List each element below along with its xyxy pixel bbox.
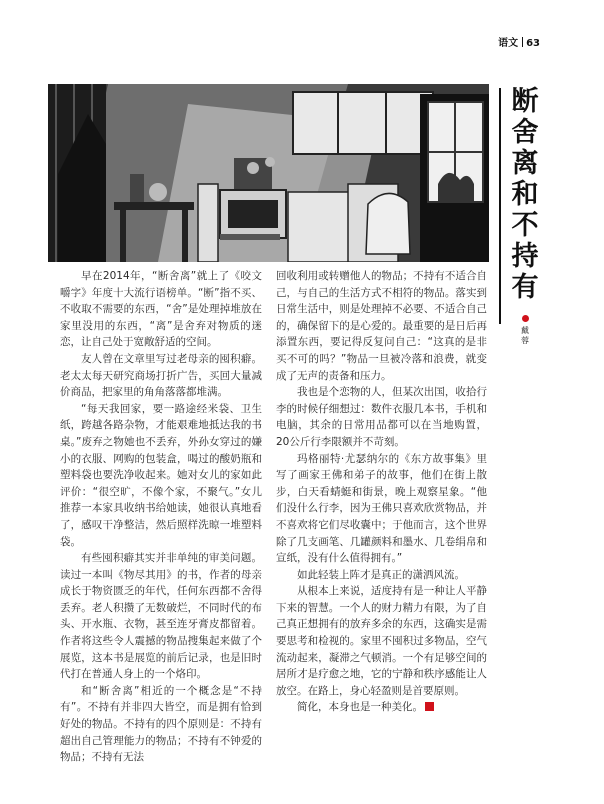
closing-text: 简化，本身也是一种美化。 bbox=[297, 701, 423, 714]
paragraph: 和“断舍离”相近的一个概念是“不持有”。不持有并非四大皆空，而是拥有恰到好处的物品。不持有的四个原则是：不持有超出自己管理能力的物品；不持有不钟爱的物品；不持有无法 bbox=[60, 684, 262, 764]
page-header bbox=[498, 34, 540, 49]
kitchen-illustration bbox=[48, 84, 489, 262]
paragraph: 有些囤积癖其实并非单纯的审美问题。读过一本叫《物尽其用》的书，作者的母亲成长于物资匮乏的年代，任何东西都不舍得丢弃。老人积攒了无数破烂，不同时代的布头、开水瓶、衣物，甚至连牙膏皮都留着。作者将这些令人震撼的物品搜集起来做了个展览，这本书是展览的前后记录，也是旧时代打在普通人身上的一个烙印。 bbox=[60, 552, 262, 681]
paragraph: 从根本上来说，适度持有是一种让人平静下来的智慧。一个人的财力精力有限，为了自己真正想拥有的放弃多余的东西，这确实是需要思考和检视的。家里不囤积过多物品，空气流动起来，凝滞之气顿消。一个有足够空间的居所才是疗愈之地，它的宁静和秩序感能让人放空。在路上，身心轻盈则是首要原则。 bbox=[276, 585, 487, 697]
paragraph: 回收利用或转赠他人的物品；不持有不适合自己，与自己的生活方式不相符的物品。落实到日常生活中，则是处理掉不必要、不适合自己的，确保留下的是心爱的。最重要的是日后再添置东西，要记得反复问自己：“这真的是非买不可的吗？”物品一旦被冷落和浪费，就变成了无声的责备和压力。 bbox=[276, 270, 487, 382]
author-name: 戴蓉 bbox=[521, 326, 529, 345]
end-mark-icon bbox=[425, 702, 434, 711]
paragraph: 早在2014年，“断舍离”就上了《咬文嚼字》年度十大流行语榜单。“断”指不买、不收取不需要的东西，“舍”是处理掉堆放在家里没用的东西，“离”是舍弃对物质的迷恋，让自己处于宽敞舒适的空间。 bbox=[60, 270, 262, 349]
header-divider bbox=[522, 37, 523, 47]
article-title bbox=[505, 86, 545, 346]
closing-paragraph bbox=[276, 699, 487, 716]
paragraph: “每天我回家，要一路途经米袋、卫生纸，跨越各路杂物，才能艰难地抵达我的书桌。”废弃之物她也不丢弃，外孙女穿过的嫌小的衣服、网购的包装盒，喝过的酸奶瓶和塑料袋也要洗净收起来。她对女儿的家如此评价：“很空旷，不像个家，不聚气。”女儿推荐一本家具收纳书给她读，她很认真地看了，感叹干净整洁，然后照样洗晾一堆塑料袋。 bbox=[60, 402, 262, 548]
title-rule bbox=[499, 88, 501, 324]
red-dot-icon bbox=[522, 315, 529, 322]
paragraph: 友人曾在文章里写过老母亲的囤积癖。老太太每天研究商场打折广告，买回大量减价商品，把家里的角角落落都堆满。 bbox=[60, 352, 262, 399]
kitchen-illustration-graphic bbox=[48, 84, 489, 262]
left-column bbox=[60, 268, 262, 766]
paragraph: 我也是个恋物的人，但某次出国，收拾行李的时候仔细想过：数件衣服几本书，手机和电脑，其余的日常用品都可以在当地购置，20公斤行李限额并不苛刻。 bbox=[276, 386, 487, 448]
section-label: 语文 bbox=[498, 38, 519, 49]
title-char: 断 bbox=[511, 86, 539, 117]
right-column bbox=[276, 268, 487, 716]
title-char: 不 bbox=[511, 210, 539, 241]
paragraph: 玛格丽特·尤瑟纳尔的《东方故事集》里写了画家王佛和弟子的故事，他们在街上散步，白天看蜻蜓和街景，晚上观察星象。“他们没什么行李，因为王佛只喜欢欣赏物品，并不喜欢将它们尽收囊中；于他而言，这个世界除了几支画笔、几罐颜料和墨水、几卷绢帛和宣纸，没有什么值得拥有。” bbox=[276, 452, 487, 565]
title-char: 和 bbox=[511, 179, 539, 210]
title-char: 舍 bbox=[511, 117, 539, 148]
paragraph: 如此轻装上阵才是真正的潇洒风流。 bbox=[297, 568, 465, 581]
title-char: 持 bbox=[511, 241, 539, 272]
page-number: 63 bbox=[526, 38, 540, 49]
title-char: 有 bbox=[511, 272, 539, 303]
title-text bbox=[508, 86, 542, 303]
title-char: 离 bbox=[511, 148, 539, 179]
